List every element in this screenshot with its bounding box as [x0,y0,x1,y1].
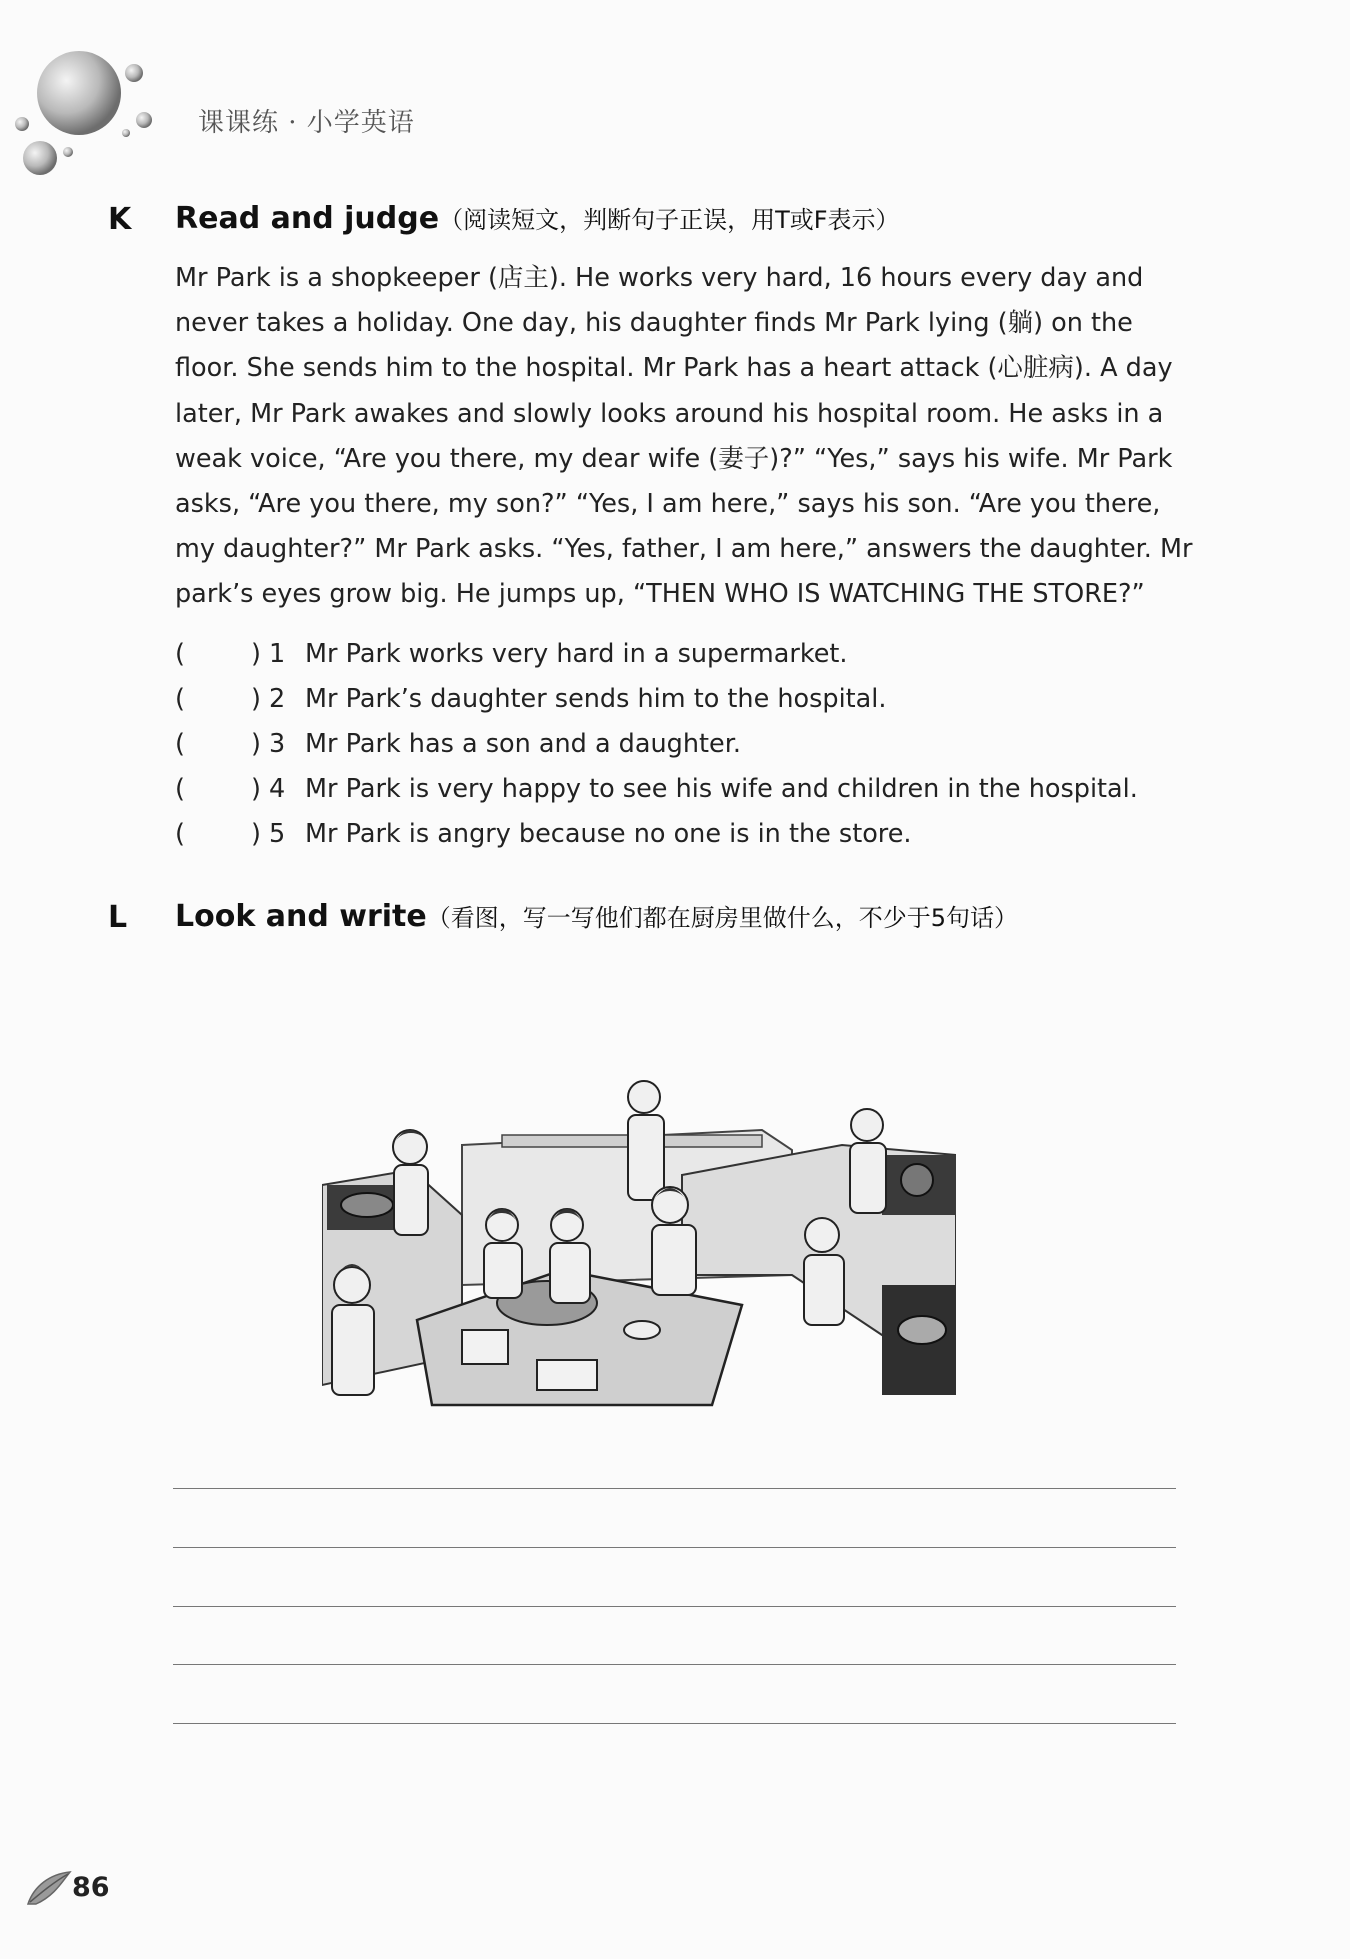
writing-line[interactable] [173,1547,1176,1548]
item-text: Mr Park has a son and a daughter. [305,729,741,759]
item-number: 3 [269,729,286,759]
answer-bracket-open[interactable]: ( [175,729,185,759]
item-text: Mr Park is angry because no one is in the store. [305,819,912,849]
passage-line: Mr Park is a shopkeeper (店主). He works very hard, 16 hours every day and [175,263,1144,293]
book-title: 课课练 · 小学英语 [198,108,415,138]
item-number: 1 [269,639,286,669]
passage-line: weak voice, “Are you there, my dear wife (妻子)?” “Yes,” says his wife. Mr Park [175,443,1173,474]
section-l-letter: L [108,900,128,935]
section-k-title: Read and judge [175,201,440,236]
section-l-title: Look and write [175,899,427,934]
writing-line[interactable] [173,1664,1176,1665]
section-l-instruction: （看图，写一写他们都在厨房里做什么，不少于5句话） [426,904,1019,932]
item-text: Mr Park’s daughter sends him to the hospital. [305,684,887,714]
answer-bracket-open[interactable]: ( [175,774,185,804]
leaf-icon [24,1868,74,1908]
item-text: Mr Park works very hard in a supermarket. [305,639,848,669]
section-l-heading [175,898,1018,934]
answer-bracket-close: ) [251,819,261,849]
answer-bracket-open[interactable]: ( [175,639,185,669]
passage-line: asks, “Are you there, my son?” “Yes, I am here,” says his son. “Are you there, [175,489,1161,520]
section-k-heading [175,200,900,236]
item-number: 2 [269,684,286,714]
item-text: Mr Park is very happy to see his wife and children in the hospital. [305,774,1138,804]
bubble-decoration-icon [14,48,164,178]
answer-bracket-close: ) [251,774,261,804]
writing-line[interactable] [173,1723,1176,1724]
passage-line: my daughter?” Mr Park asks. “Yes, father, I am here,” answers the daughter. Mr [175,534,1193,565]
item-number: 4 [269,774,286,804]
section-k-instruction: （阅读短文，判断句子正误，用T或F表示） [439,206,900,234]
answer-bracket-open[interactable]: ( [175,684,185,714]
answer-bracket-close: ) [251,729,261,759]
passage-line: never takes a holiday. One day, his daughter finds Mr Park lying (躺) on the [175,308,1133,339]
kitchen-scene-illustration [322,1075,956,1415]
answer-bracket-close: ) [251,684,261,714]
section-k-letter: K [108,202,132,237]
answer-bracket-close: ) [251,639,261,669]
passage-line: park’s eyes grow big. He jumps up, “THEN WHO IS WATCHING THE STORE?” [175,579,1145,610]
writing-line[interactable] [173,1488,1176,1489]
writing-line[interactable] [173,1606,1176,1607]
passage-line: floor. She sends him to the hospital. Mr Park has a heart attack (心脏病). A day [175,353,1173,384]
answer-bracket-open[interactable]: ( [175,819,185,849]
passage-line: later, Mr Park awakes and slowly looks around his hospital room. He asks in a [175,398,1164,429]
reading-passage [175,256,1193,618]
item-number: 5 [269,819,286,849]
page-number: 86 [72,1872,110,1903]
